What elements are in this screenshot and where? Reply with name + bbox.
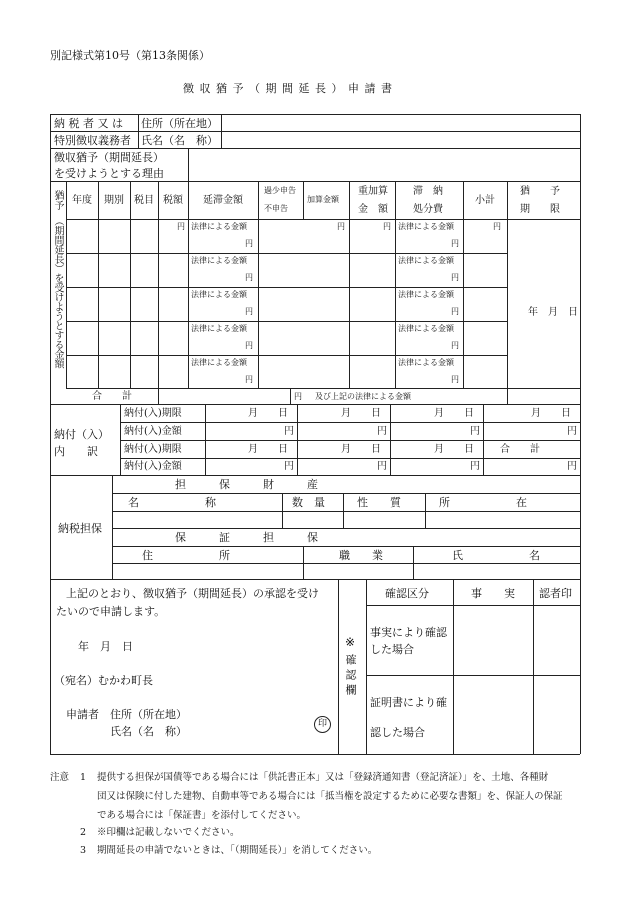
confirmation-mark: ※ [345,635,356,649]
reason-label-1: 徴収猶予（期間延長） [54,151,164,164]
note-1-line-b: 団又は保険に付した建物、自動車等である場合には「抵当権を設定するために必要な書類」を、保証人の保証 [97,791,563,802]
r2c2-yen: 円 [377,426,387,437]
header-late-fee: 延滞金額 [203,195,243,206]
row1-heavy-yen: 円 [383,222,391,231]
r4c3-yen: 円 [470,461,480,472]
applicant-address-label: 住所（所在地） [110,708,187,721]
grace-side-label-2: （期間延長）を受けようとする金額 [52,216,63,368]
grace-side-label-1: 猶予 [52,190,63,210]
row4-late-yen: 円 [245,341,253,350]
applicant-name-label: 氏名（名 称） [110,725,187,738]
row3-arrears-yen: 円 [451,307,459,316]
header-tax-amount: 税額 [163,195,183,206]
property-header: 担 保 財 産 [175,478,318,491]
row1-add-yen: 円 [337,222,345,231]
confirmation-side-label: 確認欄 [344,654,357,699]
deadline-label-2: 納付(入)期限 [124,444,182,455]
grace-date: 年 月 日 [528,307,578,318]
total-label: 合 計 [92,391,132,402]
row2-arrears-bylaw: 法律による金額 [398,256,454,265]
payment-label-1: 納付（入） [54,428,109,441]
seal-mark [314,716,331,733]
taxpayer-label-2: 特別徴収義務者 [54,134,131,147]
row4-arrears-yen: 円 [451,341,459,350]
payment-label-2: 内 訳 [54,445,98,458]
header-period: 期別 [104,195,124,206]
row1-late-yen: 円 [245,239,253,248]
guarantor-job-label: 職 業 [339,549,383,562]
note-3-text: 期間延長の申請でないときは、「（期間延長）」を消してください。 [97,845,378,856]
note-1-number: 1 [80,772,87,783]
note-1-line-c: である場合には「保証書」を添付してください。 [97,810,307,821]
property-name-label: 名 称 [128,496,216,509]
by-fact-line-1: 事実により確認 [370,626,447,639]
property-qty-label: 数 量 [292,496,325,509]
row4-arrears-bylaw: 法律による金額 [398,324,454,333]
header-arrears-2: 処分費 [413,204,443,215]
applicant-label: 申請者 [66,708,99,721]
guarantee-header: 保 証 担 保 [175,531,318,544]
name-label: 氏名（名 称） [141,134,218,147]
r2c3-yen: 円 [470,426,480,437]
header-arrears-1: 滞 納 [413,186,443,197]
property-location-label: 所 在 [439,496,527,509]
r2c4-yen: 円 [567,426,577,437]
confirmation-fact: 事 実 [471,587,515,600]
form-id: 別記様式第10号（第13条関係） [50,49,210,62]
row3-late-bylaw: 法律による金額 [191,290,247,299]
declaration-line-2: たいので申請します。 [56,605,166,618]
note-2-text: ※印欄は記載しないでください。 [97,827,240,838]
total-yen: 円 [294,392,302,401]
guarantor-address-label: 住 所 [142,549,230,562]
r3c2-date: 月 日 [341,444,381,455]
row1-tax-yen: 円 [177,222,185,231]
header-additional: 加算金額 [307,195,339,204]
row3-late-yen: 円 [245,307,253,316]
by-fact-line-2: した場合 [370,643,414,656]
row3-arrears-bylaw: 法律による金額 [398,290,454,299]
header-heavy-2: 金 額 [358,204,388,215]
approver-seal-label: 認者印 [539,587,572,600]
note-1-line-a: 提供する担保が国債等である場合には「供託書正本」又は「登録済通知書（登記済証）」を、土地、各種財 [97,772,549,783]
row2-late-yen: 円 [245,273,253,282]
r3c3-date: 月 日 [434,444,474,455]
page-title: 徴 収 猶 予 （ 期 間 延 長 ） 申 請 書 [183,82,393,95]
confirmation-category: 確認区分 [385,587,429,600]
r1c4-date: 月 日 [531,408,571,419]
row5-arrears-bylaw: 法律による金額 [398,358,454,367]
by-cert-line-2: 認した場合 [370,726,425,739]
row5-late-yen: 円 [245,375,253,384]
notes-heading: 注意 [50,772,70,783]
row1-late-bylaw: 法律による金額 [191,222,247,231]
declaration-line-1: 上記のとおり、徴収猶予（期間延長）の承認を受け [66,587,319,600]
header-grace-1: 猶 予 [520,186,560,197]
header-subtotal: 小計 [475,195,495,206]
address-label: 住所（所在地） [141,117,218,130]
r2c1-yen: 円 [284,426,294,437]
by-cert-line-1: 証明書により確 [370,696,447,709]
row2-arrears-yen: 円 [451,273,459,282]
r4c4-yen: 円 [567,461,577,472]
r1c1-date: 月 日 [248,408,288,419]
guarantor-entry-row[interactable] [113,564,579,578]
header-grace-2: 期 限 [520,204,560,215]
total-suffix: 及び上記の法律による金額 [315,392,411,401]
r3c1-date: 月 日 [248,444,288,455]
collateral-side-label: 納税担保 [58,522,102,535]
row1-arrears-yen: 円 [451,239,459,248]
r4c2-yen: 円 [377,461,387,472]
taxpayer-label-1: 納 税 者 又 は [54,117,123,130]
row2-late-bylaw: 法律による金額 [191,256,247,265]
r4c1-yen: 円 [284,461,294,472]
name-field[interactable] [222,132,579,147]
row5-arrears-yen: 円 [451,375,459,384]
header-tax-item: 税目 [134,195,154,206]
row1-subtotal-yen: 円 [493,222,501,231]
seal-label: 印 [317,719,327,729]
declaration-date: 年 月 日 [78,640,133,653]
row1-arrears-bylaw: 法律による金額 [398,222,454,231]
address-field[interactable] [222,115,579,130]
header-heavy-1: 重加算 [358,186,388,197]
r1c3-date: 月 日 [434,408,474,419]
row4-late-bylaw: 法律による金額 [191,324,247,333]
payment-sum-label: 合 計 [500,444,540,455]
header-under-report: 過少申告 [264,186,296,195]
guarantor-name-label: 氏 名 [452,549,540,562]
row5-late-bylaw: 法律による金額 [191,358,247,367]
header-no-report: 不申告 [264,204,288,213]
amount-label-2: 納付(入)金額 [124,461,182,472]
header-year: 年度 [72,195,92,206]
reason-label-2: を受けようとする理由 [54,167,164,180]
note-3-number: 3 [80,845,87,856]
reason-field[interactable] [189,149,579,180]
addressee: （宛名）むかわ町長 [54,674,153,687]
amount-label-1: 納付(入)金額 [124,426,182,437]
property-nature-label: 性 質 [357,496,401,509]
deadline-label-1: 納付(入)期限 [124,408,182,419]
property-entry-row[interactable] [113,512,579,527]
r1c2-date: 月 日 [341,408,381,419]
note-2-number: 2 [80,827,87,838]
